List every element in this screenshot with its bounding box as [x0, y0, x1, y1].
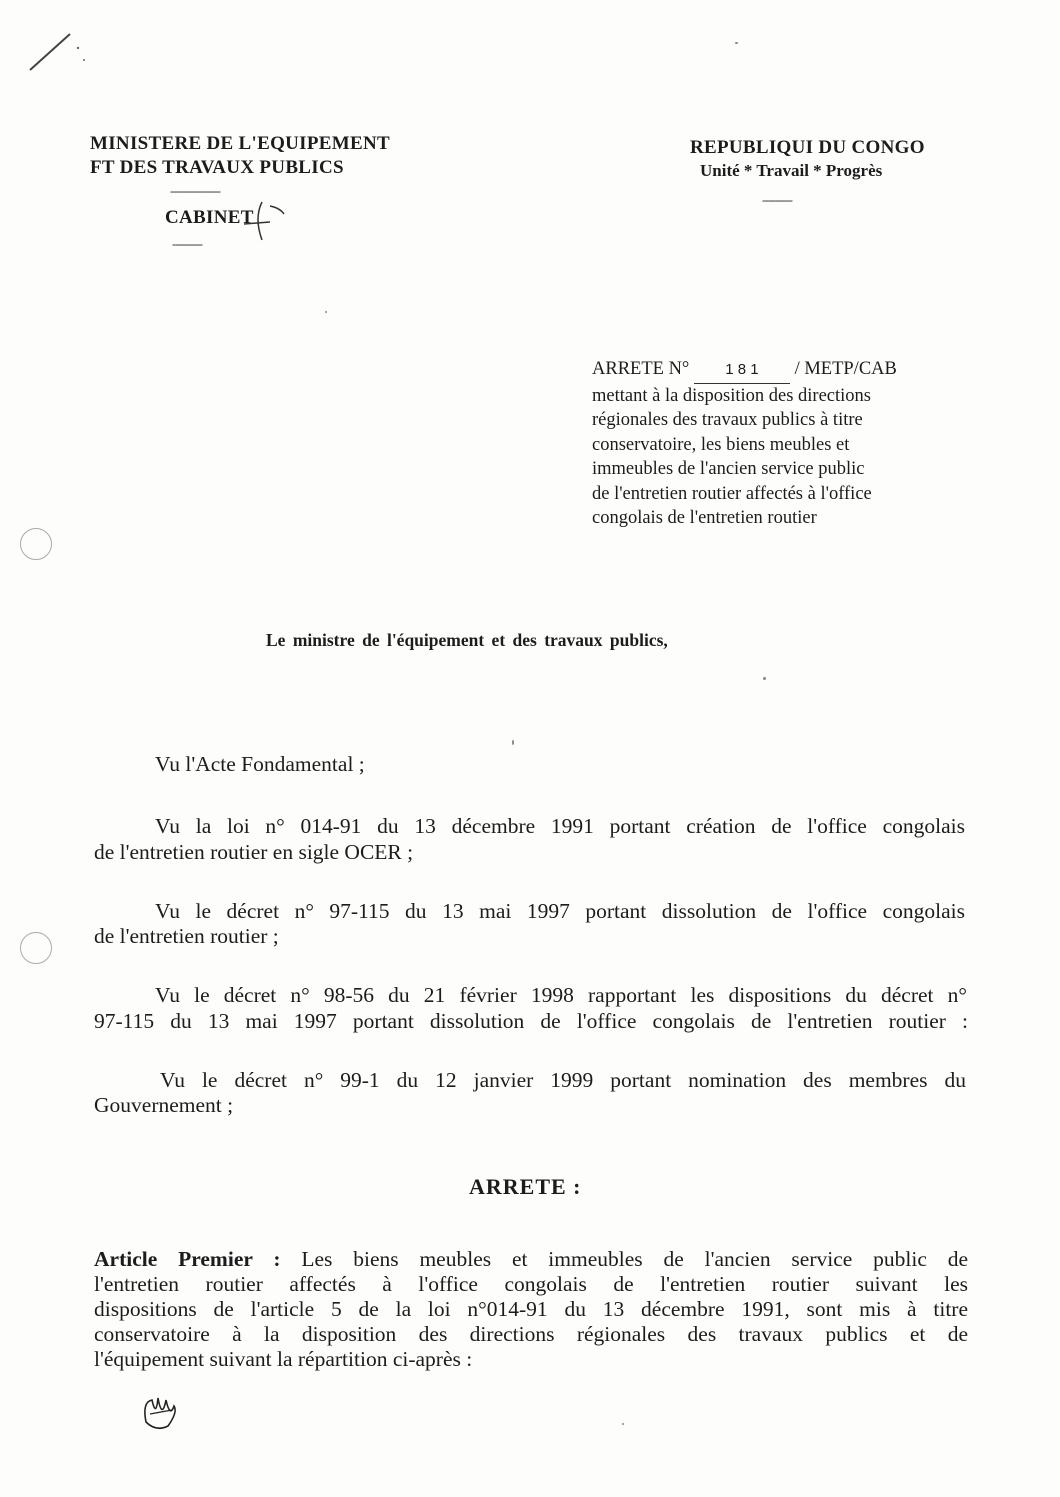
- corner-mark: [20, 28, 90, 78]
- article-premier: [94, 1247, 968, 1372]
- arrete-number-line: [592, 357, 952, 384]
- separator-dashes: ---------: [172, 236, 202, 251]
- cabinet-label: CABINET: [165, 207, 254, 228]
- visa-decret-99-1-cont: Gouvernement ;: [94, 1093, 234, 1117]
- arrete-title-line: congolais de l'entretien routier: [592, 508, 817, 528]
- republic-name: REPUBLIQUI DU CONGO: [690, 137, 925, 158]
- article-label: Article Premier :: [94, 1247, 281, 1271]
- arrete-title-line: régionales des travaux publics à titre: [592, 410, 863, 430]
- arrete-title-line: immeubles de l'ancien service public: [592, 459, 865, 479]
- visa-decret-98-56-cont: 97-115 du 13 mai 1997 portant dissolution de l'office congolais de l'entretien routier :: [94, 1009, 968, 1033]
- separator-dashes: ---------: [762, 192, 792, 207]
- article-line: l'entretien routier affectés à l'office congolais de l'entretien routier suivant les: [94, 1272, 968, 1296]
- scan-speck: [622, 1423, 624, 1425]
- arrete-prefix: ARRETE N°: [592, 359, 690, 379]
- article-line: conservatoire à la disposition des directions régionales des travaux publics et de: [94, 1322, 968, 1346]
- scan-speck: [763, 677, 766, 680]
- scan-speck: [512, 740, 514, 745]
- arrete-heading: ARRETE :: [469, 1174, 582, 1199]
- arrete-suffix: / METP/CAB: [794, 359, 897, 379]
- visa-decret-97-115-cont: de l'entretien routier ;: [94, 924, 279, 948]
- ministry-line-1: MINISTERE DE L'EQUIPEMENT: [90, 133, 390, 154]
- ministry-line-2: FT DES TRAVAUX PUBLICS: [90, 157, 344, 178]
- arrete-title-line: de l'entretien routier affectés à l'office: [592, 483, 872, 504]
- article-line: [94, 1247, 968, 1272]
- visa-decret-97-115: Vu le décret n° 97-115 du 13 mai 1997 portant dissolution de l'office congolais: [155, 899, 965, 923]
- ministry-name: [90, 132, 430, 180]
- article-text: Les biens meubles et immeubles de l'ancien service public de: [301, 1247, 968, 1271]
- handwritten-mark: [240, 196, 290, 246]
- arrete-title-line: mettant à la disposition des directions: [592, 385, 871, 406]
- arrete-number: 1 8 1: [694, 358, 790, 384]
- visa-loi-014-91: Vu la loi n° 014-91 du 13 décembre 1991 portant création de l'office congolais: [155, 814, 965, 838]
- visa-decret-99-1: Vu le décret n° 99-1 du 12 janvier 1999 portant nomination des membres du: [160, 1068, 966, 1092]
- scan-speck: [325, 311, 327, 313]
- visa-decret-98-56: Vu le décret n° 98-56 du 21 février 1998 rapportant les dispositions du décret n°: [155, 983, 967, 1007]
- article-line: dispositions de l'article 5 de la loi n°014-91 du 13 décembre 1991, sont mis à titre: [94, 1297, 968, 1321]
- national-motto: Unité * Travail * Progrès: [700, 161, 883, 180]
- arrete-reference-block: [592, 357, 952, 531]
- punch-hole: [20, 528, 52, 560]
- separator-dashes: ---------------: [170, 183, 220, 198]
- punch-hole: [20, 932, 52, 964]
- minister-line: Le ministre de l'équipement et des travaux publics,: [266, 630, 668, 650]
- visa-loi-014-91-cont: de l'entretien routier en sigle OCER ;: [94, 840, 414, 864]
- handwritten-initials: [138, 1392, 184, 1434]
- arrete-title-line: conservatoire, les biens meubles et: [592, 434, 850, 455]
- scan-speck: [735, 42, 738, 44]
- article-line: l'équipement suivant la répartition ci-après :: [94, 1347, 473, 1371]
- visa-acte-fondamental: Vu l'Acte Fondamental ;: [155, 752, 365, 776]
